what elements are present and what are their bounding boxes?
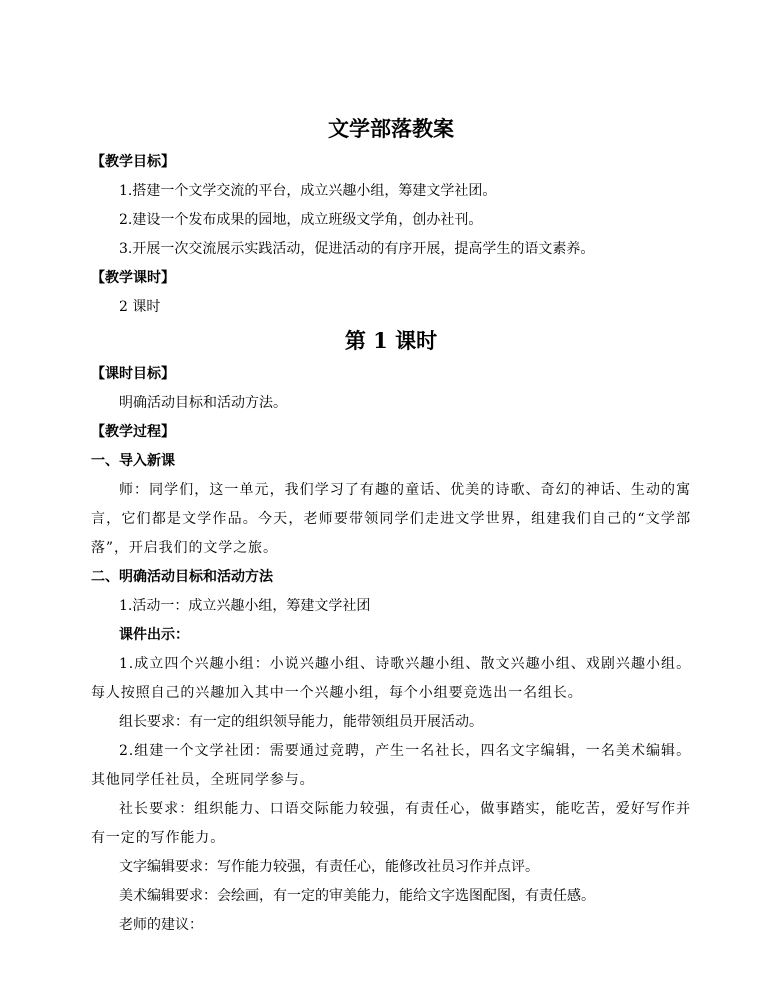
courseware-label: 课件出示： <box>119 627 189 643</box>
item1-paragraph: 1.成立四个兴趣小组：小说兴趣小组、诗歌兴趣小组、散文兴趣小组、戏剧兴趣小组。每人按照自己的兴趣加入其中一个兴趣小组，每个小组要竞选出一名组长。 <box>91 656 691 701</box>
teaching-goal-item: 1.搭建一个文学交流的平台，成立兴趣小组，筹建文学社团。 <box>119 183 497 199</box>
text-editor-requirement: 文字编辑要求：写作能力较强，有责任心，能修改社员习作并点评。 <box>119 859 539 875</box>
section1-heading: 一、导入新课 <box>91 453 175 469</box>
item2-paragraph: 2.组建一个文学社团：需要通过竞聘，产生一名社长，四名文字编辑，一名美术编辑。其他同学任社员，全班同学参与。 <box>91 743 691 788</box>
teaching-goals-heading: 【教学目标】 <box>91 154 175 170</box>
teacher-suggestion: 老师的建议： <box>119 917 203 933</box>
class-hours-value: 2 课时 <box>119 299 161 315</box>
class-hours-heading: 【教学课时】 <box>91 270 175 286</box>
section1-paragraph: 师：同学们，这一单元，我们学习了有趣的童话、优美的诗歌、奇幻的神话、生动的寓言，它们都是文学作品。今天，老师要带领同学们走进文学世界，组建我们自己的“文学部落”，开启我们的文学之旅。 <box>91 482 691 556</box>
lesson-goal-heading: 【课时目标】 <box>91 366 175 382</box>
activity1-text: 1.活动一：成立兴趣小组，筹建文学社团 <box>119 598 371 614</box>
document-title: 文学部落教案 <box>328 116 454 141</box>
art-editor-requirement: 美术编辑要求：会绘画，有一定的审美能力，能给文字选图配图，有责任感。 <box>119 888 595 904</box>
president-requirement: 社长要求：组织能力、口语交际能力较强，有责任心，做事踏实，能吃苦，爱好写作并有一定的写作能力。 <box>91 801 691 846</box>
teaching-goal-item: 2.建设一个发布成果的园地，成立班级文学角，创办社刊。 <box>119 212 483 228</box>
section2-heading: 二、明确活动目标和活动方法 <box>91 569 273 585</box>
leader-requirement: 组长要求：有一定的组织领导能力，能带领组员开展活动。 <box>119 714 483 730</box>
teaching-goal-item: 3.开展一次交流展示实践活动，促进活动的有序开展，提高学生的语文素养。 <box>119 241 595 257</box>
document-page <box>91 110 691 940</box>
lesson-goal-text: 明确活动目标和活动方法。 <box>119 395 287 411</box>
lesson1-title: 第 1 课时 <box>344 328 438 353</box>
process-heading: 【教学过程】 <box>91 424 175 440</box>
